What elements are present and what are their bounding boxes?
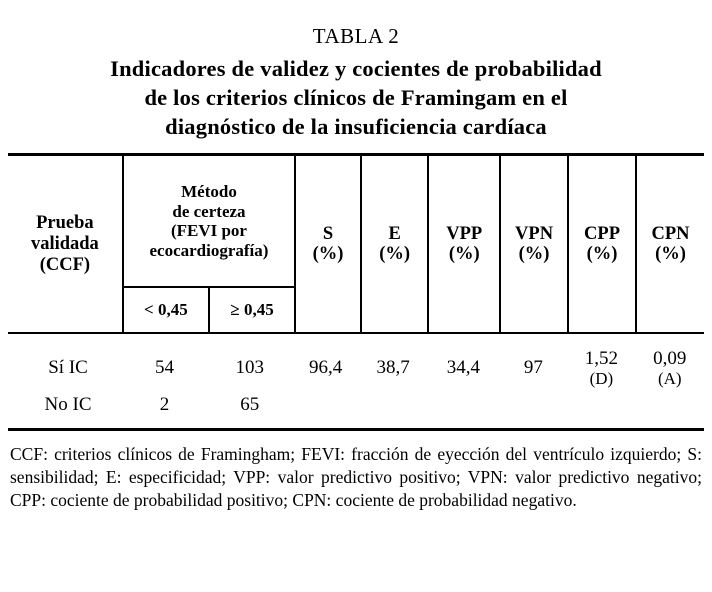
cell-si-ic-cpn bbox=[636, 334, 704, 390]
cell-no-ic-lt045: 2 bbox=[159, 394, 170, 416]
table-title-line-3: diagnóstico de la insuficiencia cardíaca bbox=[165, 113, 547, 139]
cell-si-ic-lt045: 54 bbox=[155, 357, 175, 379]
header-cpp-line-1: CPP bbox=[584, 223, 620, 244]
cell-si-ic-vpn: 97 bbox=[523, 357, 543, 379]
table-number: TABLA 2 bbox=[312, 24, 400, 48]
header-cpn-line-2: (%) bbox=[655, 244, 686, 265]
header-cpn bbox=[636, 156, 704, 332]
header-s-line-2: (%) bbox=[312, 244, 344, 265]
data-table bbox=[8, 156, 704, 332]
table-row bbox=[8, 334, 704, 390]
header-vpp-line-2: (%) bbox=[448, 244, 480, 265]
header-prueba-line-2: validada bbox=[30, 234, 99, 255]
header-cpn-line-1: CPN bbox=[651, 223, 690, 244]
table-title-line-2: de los criterios clínicos de Framingam en el bbox=[144, 84, 568, 110]
header-e-line-2: (%) bbox=[379, 244, 411, 265]
cell-no-ic-cpn bbox=[636, 390, 704, 428]
row-label-si-ic: Sí IC bbox=[48, 357, 88, 379]
header-vpn-line-2: (%) bbox=[518, 244, 550, 265]
header-cpp bbox=[568, 156, 636, 332]
cell-no-ic-vpn bbox=[499, 390, 567, 428]
cell-si-ic-s: 96,4 bbox=[309, 357, 343, 379]
header-prueba-validada bbox=[8, 156, 123, 332]
header-vpn bbox=[500, 156, 568, 332]
cell-si-ic-cpn-note: (A) bbox=[657, 369, 682, 389]
header-row-main bbox=[8, 156, 704, 287]
table-row bbox=[8, 390, 704, 428]
cell-si-ic-vpp: 34,4 bbox=[446, 357, 480, 379]
header-e-line-1: E bbox=[388, 223, 401, 244]
cell-no-ic-cpp bbox=[567, 390, 635, 428]
row-label-no-ic: No IC bbox=[44, 394, 92, 416]
header-sensibilidad bbox=[295, 156, 361, 332]
cell-no-ic-e bbox=[359, 390, 427, 428]
header-prueba-line-1: Prueba bbox=[36, 213, 94, 234]
table-figure bbox=[0, 24, 712, 592]
header-metodo-line-1: Método bbox=[181, 182, 237, 202]
cell-no-ic-s bbox=[292, 390, 358, 428]
header-vpn-line-1: VPN bbox=[515, 223, 554, 244]
header-vpp-line-1: VPP bbox=[446, 223, 483, 244]
header-fevi-lt-045: < 0,45 bbox=[123, 287, 209, 332]
table-footnote: CCF: criterios clínicos de Framingham; FEVI: fracción de eyección del ventrículo izquierdo; S: sensibilidad; E: especificidad; VPP: valor predictivo positivo; VPN: valor predictivo negativo; CPP: cociente de probabilidad positivo; CPN: cociente de probabilidad negativo. bbox=[10, 444, 702, 511]
header-metodo-line-2: de certeza bbox=[172, 201, 246, 221]
table-title bbox=[10, 55, 702, 141]
cell-no-ic-vpp bbox=[427, 390, 499, 428]
cell-si-ic-cpp-value: 1,52 bbox=[584, 348, 619, 370]
table-title-line-1: Indicadores de validez y cocientes de probabilidad bbox=[110, 56, 602, 81]
cell-si-ic-e: 38,7 bbox=[376, 357, 410, 379]
header-vpp bbox=[428, 156, 500, 332]
cell-si-ic-cpp bbox=[567, 334, 635, 390]
header-especificidad bbox=[361, 156, 429, 332]
header-s-line-1: S bbox=[322, 223, 334, 244]
header-prueba-line-3: (CCF) bbox=[39, 254, 91, 275]
data-table-body bbox=[8, 334, 704, 428]
header-fevi-ge-045: ≥ 0,45 bbox=[209, 287, 295, 332]
cell-si-ic-cpn-value: 0,09 bbox=[653, 348, 687, 370]
table-bottom-rule bbox=[8, 428, 704, 431]
cell-no-ic-ge045: 65 bbox=[240, 394, 260, 416]
header-metodo-line-3: (FEVI por bbox=[170, 221, 247, 241]
header-metodo-line-4: ecocardiografía) bbox=[149, 240, 269, 260]
header-cpp-line-2: (%) bbox=[586, 244, 618, 265]
header-metodo-certeza bbox=[123, 156, 295, 287]
cell-si-ic-ge045: 103 bbox=[235, 357, 264, 379]
cell-si-ic-cpp-note: (D) bbox=[589, 369, 614, 389]
